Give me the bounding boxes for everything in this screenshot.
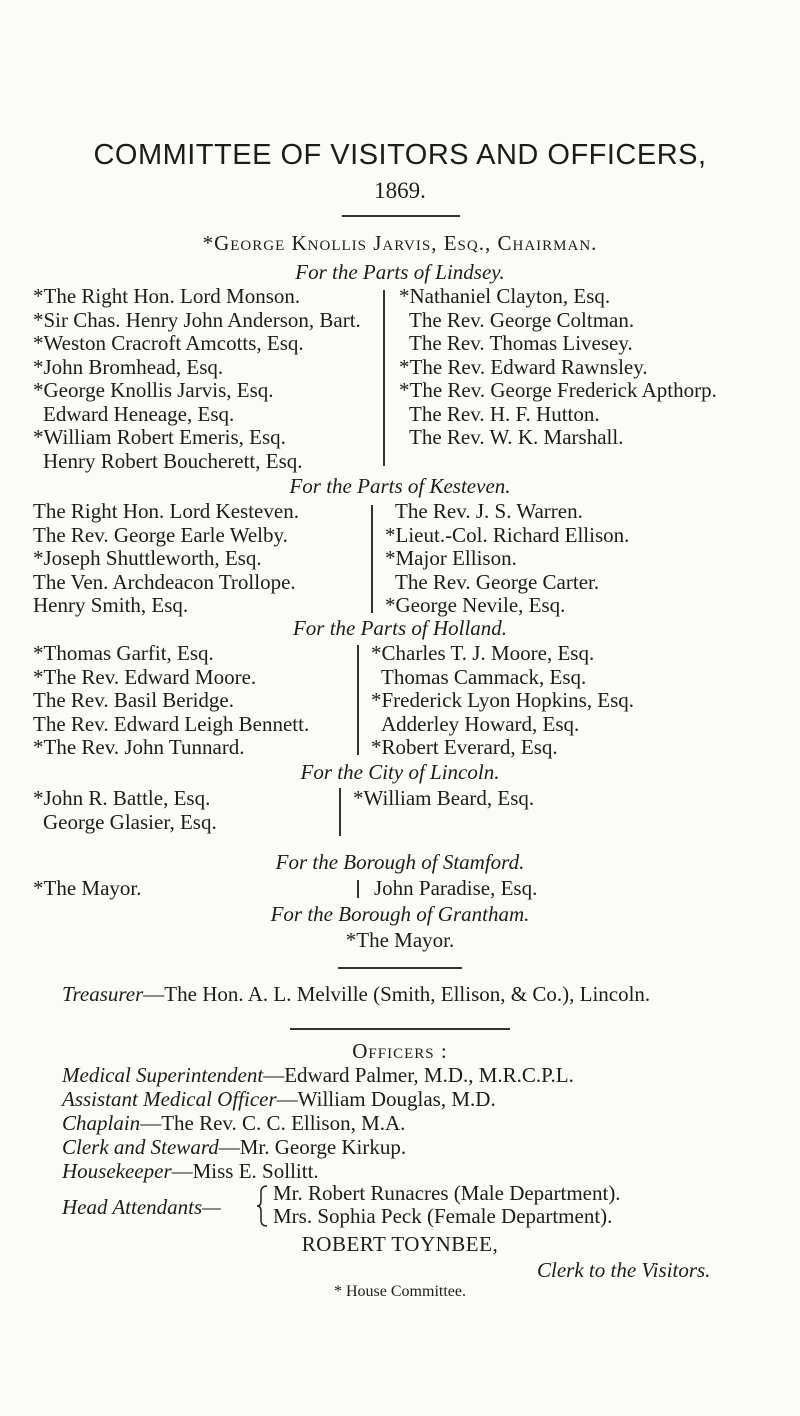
member: Thomas Cammack, Esq. [381, 664, 587, 689]
member: The Rev. Thomas Livesey. [409, 331, 633, 355]
divider [290, 1028, 510, 1030]
member: *George Knollis Jarvis, Esq. [33, 378, 274, 402]
treasurer-label: Treasurer [62, 982, 144, 1006]
signature-title: Clerk to the Visitors. [537, 1258, 711, 1282]
footnote: * House Committee. [334, 1283, 466, 1300]
grantham-member: *The Mayor. [345, 928, 455, 952]
member: Henry Smith, Esq. [33, 593, 189, 617]
member: *Nathaniel Clayton, Esq. [399, 284, 611, 308]
column-divider [383, 290, 385, 466]
member: *The Rev. Edward Rawnsley. [399, 354, 648, 379]
member: *Lieut.-Col. Richard Ellison. [385, 522, 630, 547]
chairman: *George Knollis Jarvis, Esq., Chairman. [202, 231, 598, 255]
section-heading-lindsey: For the Parts of Lindsey. [295, 260, 505, 284]
section-heading-kesteven: For the Parts of Kesteven. [289, 474, 511, 498]
member: The Right Hon. Lord Kesteven. [33, 499, 299, 523]
member: *Joseph Shuttleworth, Esq. [33, 546, 262, 570]
officer-entry [62, 1087, 496, 1112]
member: *The Rev. Edward Moore. [33, 664, 257, 689]
officer-name: —Edward Palmer, M.D., M.R.C.P.L. [263, 1063, 574, 1087]
member: Henry Robert Boucherett, Esq. [43, 448, 303, 473]
column-divider [357, 645, 359, 755]
officer-entry [62, 1135, 406, 1160]
officer-name: —Miss E. Sollitt. [171, 1159, 319, 1183]
member: *The Right Hon. Lord Monson. [33, 284, 301, 308]
member: *The Rev. John Tunnard. [33, 735, 245, 759]
divider [338, 967, 462, 969]
kesteven-left-column [33, 500, 299, 618]
officer-name: —William Douglas, M.D. [276, 1087, 496, 1111]
signature-name: ROBERT TOYNBEE, [301, 1232, 499, 1256]
member: The Rev. George Earle Welby. [33, 522, 288, 547]
head-attendants-label: Head Attendants— [62, 1195, 221, 1219]
member: *Robert Everard, Esq. [371, 735, 558, 759]
officer-role: Assistant Medical Officer [62, 1087, 277, 1111]
officer-name: —The Rev. C. C. Ellison, M.A. [140, 1111, 406, 1135]
stamford-member: *The Mayor. [33, 876, 142, 900]
officer-name: —Mr. George Kirkup. [218, 1135, 407, 1159]
lincoln-right-column [353, 787, 534, 811]
member: *Weston Cracroft Amcotts, Esq. [33, 331, 304, 355]
section-heading-holland: For the Parts of Holland. [292, 616, 508, 640]
member: George Glasier, Esq. [43, 809, 217, 834]
member: The Rev. Basil Beridge. [33, 688, 235, 712]
member: *Major Ellison. [385, 546, 517, 570]
officer-role: Chaplain [62, 1111, 141, 1135]
holland-left-column [33, 642, 309, 760]
member: *Thomas Garfit, Esq. [33, 641, 214, 665]
head-attendant-female: Mrs. Sophia Peck (Female Department). [273, 1204, 613, 1228]
section-heading-lincoln: For the City of Lincoln. [300, 760, 500, 784]
section-heading-stamford: For the Borough of Stamford. [275, 850, 525, 874]
officers-heading: Officers : [352, 1039, 448, 1063]
member: The Rev. W. K. Marshall. [409, 425, 624, 449]
section-heading-grantham: For the Borough of Grantham. [270, 902, 530, 926]
member: The Ven. Archdeacon Trollope. [33, 569, 296, 594]
member: *John Bromhead, Esq. [33, 354, 224, 379]
stamford-member: John Paradise, Esq. [374, 876, 538, 900]
kesteven-right-column [385, 500, 629, 618]
officer-entry [62, 1111, 405, 1136]
member: The Rev. H. F. Hutton. [409, 401, 600, 426]
lindsey-left-column [33, 285, 361, 473]
member: *John R. Battle, Esq. [33, 786, 211, 810]
member: *Frederick Lyon Hopkins, Esq. [371, 688, 635, 712]
officer-role: Housekeeper [62, 1159, 172, 1183]
column-divider [371, 505, 373, 613]
member: *Sir Chas. Henry John Anderson, Bart. [33, 307, 361, 332]
lindsey-right-column [399, 285, 717, 450]
treasurer-line [62, 982, 650, 1007]
member: The Rev. Edward Leigh Bennett. [33, 711, 310, 736]
officer-role: Medical Superintendent [62, 1063, 264, 1087]
member: *George Nevile, Esq. [385, 593, 566, 617]
brace-icon [257, 1184, 269, 1228]
officer-role: Clerk and Steward [62, 1135, 219, 1159]
officer-entry [62, 1063, 574, 1088]
member: *Charles T. J. Moore, Esq. [371, 641, 595, 665]
member: *William Robert Emeris, Esq. [33, 425, 286, 449]
divider [342, 215, 460, 217]
member: The Rev. J. S. Warren. [395, 499, 583, 523]
member: The Rev. George Coltman. [409, 307, 635, 332]
treasurer-text: —The Hon. A. L. Melville (Smith, Ellison, & Co.), Lincoln. [143, 982, 651, 1006]
member: *The Rev. George Frederick Apthorp. [399, 378, 717, 402]
lincoln-left-column [33, 787, 217, 834]
head-attendant-male: Mr. Robert Runacres (Male Department). [273, 1181, 621, 1205]
member: Edward Heneage, Esq. [43, 401, 235, 426]
member: Adderley Howard, Esq. [381, 711, 580, 736]
column-divider [357, 880, 359, 898]
member: The Rev. George Carter. [395, 569, 600, 594]
page-title: COMMITTEE OF VISITORS AND OFFICERS, [93, 139, 707, 171]
year: 1869. [374, 178, 426, 203]
column-divider [339, 788, 341, 836]
member: *William Beard, Esq. [353, 786, 535, 810]
holland-right-column [371, 642, 634, 760]
